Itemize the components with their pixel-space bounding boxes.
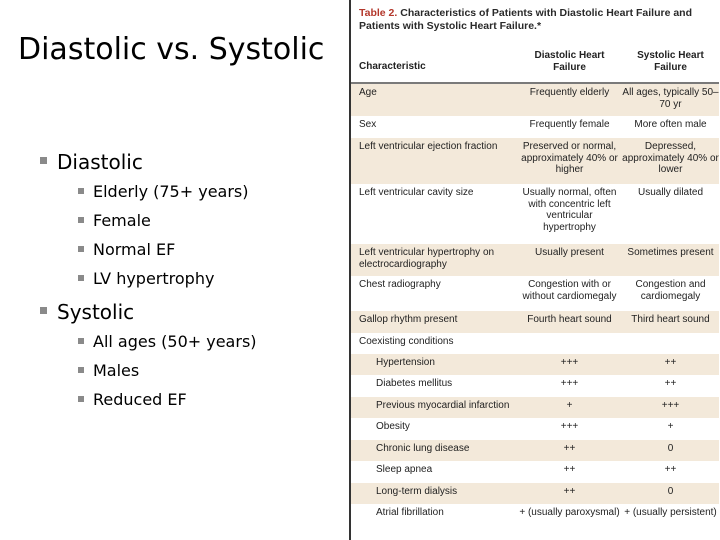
- bullet-marker: [78, 188, 84, 194]
- table-title: [359, 7, 714, 33]
- table-header: [351, 42, 719, 84]
- bullet-marker: [78, 246, 84, 252]
- row-systolic: More often male: [634, 119, 707, 130]
- row-diastolic: Usually present: [535, 247, 604, 258]
- row-diastolic: Frequently elderly: [529, 87, 610, 98]
- sub-bullet-label: Reduced EF: [93, 390, 187, 409]
- bullet-marker: [78, 396, 84, 402]
- bullet-label: Systolic: [57, 300, 135, 324]
- row-diastolic: Congestion with or without cardiomegaly: [522, 279, 617, 302]
- row-systolic: +: [667, 421, 674, 432]
- row-diastolic: Usually normal, often with concentric left ventricular hypertrophy: [522, 187, 617, 233]
- row-systolic: Usually dilated: [637, 187, 704, 198]
- row-diastolic: Fourth heart sound: [527, 314, 612, 325]
- row-diastolic: Frequently female: [529, 119, 610, 130]
- row-characteristic: Left ventricular ejection fraction: [359, 141, 498, 152]
- bullet-marker: [78, 367, 84, 373]
- table-row: [351, 333, 719, 354]
- row-diastolic: +: [566, 400, 573, 411]
- table-row: [351, 440, 719, 461]
- sub-bullet-label: Elderly (75+ years): [93, 182, 249, 201]
- sub-bullet: [78, 390, 187, 409]
- row-characteristic: Sleep apnea: [376, 464, 433, 475]
- row-systolic: Depressed, approximately 40% or lower: [622, 141, 719, 175]
- row-systolic: 0: [667, 486, 674, 497]
- row-characteristic: Diabetes mellitus: [376, 378, 453, 389]
- table-row: [351, 375, 719, 397]
- row-systolic: +++: [661, 400, 680, 411]
- bullet-marker: [78, 275, 84, 281]
- slide-title: Diastolic vs. Systolic: [18, 32, 325, 67]
- row-diastolic: +++: [560, 378, 579, 389]
- row-characteristic: Chronic lung disease: [376, 443, 470, 454]
- table-label: Table 2.: [359, 7, 398, 19]
- sub-bullet-label: LV hypertrophy: [93, 269, 215, 288]
- table-row: [351, 116, 719, 138]
- row-systolic: ++: [664, 378, 677, 389]
- row-systolic: Third heart sound: [631, 314, 710, 325]
- table-row: [351, 397, 719, 418]
- row-systolic: ++: [664, 464, 677, 475]
- header-characteristic: Characteristic: [359, 61, 426, 72]
- sub-bullet: [78, 240, 175, 259]
- sub-bullet: [78, 361, 139, 380]
- sub-bullet-label: Normal EF: [93, 240, 176, 259]
- table-row: [351, 276, 719, 311]
- table-row: [351, 138, 719, 184]
- sub-bullet: [78, 269, 214, 288]
- bullet-marker: [40, 307, 47, 314]
- row-characteristic: Gallop rhythm present: [359, 314, 458, 325]
- row-diastolic: + (usually paroxysmal): [519, 507, 620, 518]
- row-systolic: 0: [667, 443, 674, 454]
- row-systolic: Congestion and cardiomegaly: [635, 279, 706, 302]
- row-characteristic: Long-term dialysis: [376, 486, 458, 497]
- bullet-label: Diastolic: [57, 150, 143, 174]
- bullet-marker: [40, 157, 47, 164]
- row-characteristic: Hypertension: [376, 357, 435, 368]
- table-row: [351, 461, 719, 483]
- bullet-systolic: [40, 300, 134, 324]
- table-row: [351, 311, 719, 333]
- row-characteristic: Previous myocardial infarction: [376, 400, 510, 411]
- bullet-marker: [78, 338, 84, 344]
- table-caption: Characteristics of Patients with Diastolic Heart Failure and Patients with Systolic Heart Failure.*: [359, 7, 692, 32]
- row-characteristic: Left ventricular cavity size: [359, 187, 474, 198]
- header-systolic: Systolic Heart Failure: [637, 50, 704, 73]
- table-row: [351, 483, 719, 504]
- row-characteristic: Obesity: [376, 421, 410, 432]
- row-characteristic: Age: [359, 87, 377, 98]
- sub-bullet-label: Males: [93, 361, 140, 380]
- header-diastolic: Diastolic Heart Failure: [534, 50, 605, 73]
- sub-bullet: [78, 182, 249, 201]
- table-row: [351, 184, 719, 244]
- table-row: [351, 354, 719, 375]
- row-characteristic: Left ventricular hypertrophy on electrocardiography: [359, 247, 495, 270]
- table-row: [351, 244, 719, 276]
- row-systolic: All ages, typically 50–70 yr: [622, 87, 719, 110]
- sub-bullet: [78, 332, 257, 351]
- row-diastolic: ++: [563, 486, 576, 497]
- table-row: [351, 84, 719, 116]
- bullet-marker: [78, 217, 84, 223]
- comparison-table: [349, 0, 719, 540]
- row-systolic: Sometimes present: [627, 247, 714, 258]
- row-diastolic: ++: [563, 464, 576, 475]
- table-row: [351, 504, 719, 540]
- row-diastolic: ++: [563, 443, 576, 454]
- row-diastolic: +++: [560, 357, 579, 368]
- bullet-diastolic: [40, 150, 143, 174]
- row-systolic: ++: [664, 357, 677, 368]
- row-characteristic: Atrial fibrillation: [376, 507, 444, 518]
- row-characteristic: Coexisting conditions: [359, 336, 454, 347]
- row-characteristic: Sex: [359, 119, 377, 130]
- sub-bullet-label: All ages (50+ years): [93, 332, 257, 351]
- sub-bullet-label: Female: [93, 211, 151, 230]
- row-characteristic: Chest radiography: [359, 279, 441, 290]
- row-diastolic: +++: [560, 421, 579, 432]
- row-systolic: + (usually persistent): [624, 507, 717, 518]
- sub-bullet: [78, 211, 151, 230]
- table-row: [351, 418, 719, 440]
- row-diastolic: Preserved or normal, approximately 40% or higher: [521, 141, 618, 175]
